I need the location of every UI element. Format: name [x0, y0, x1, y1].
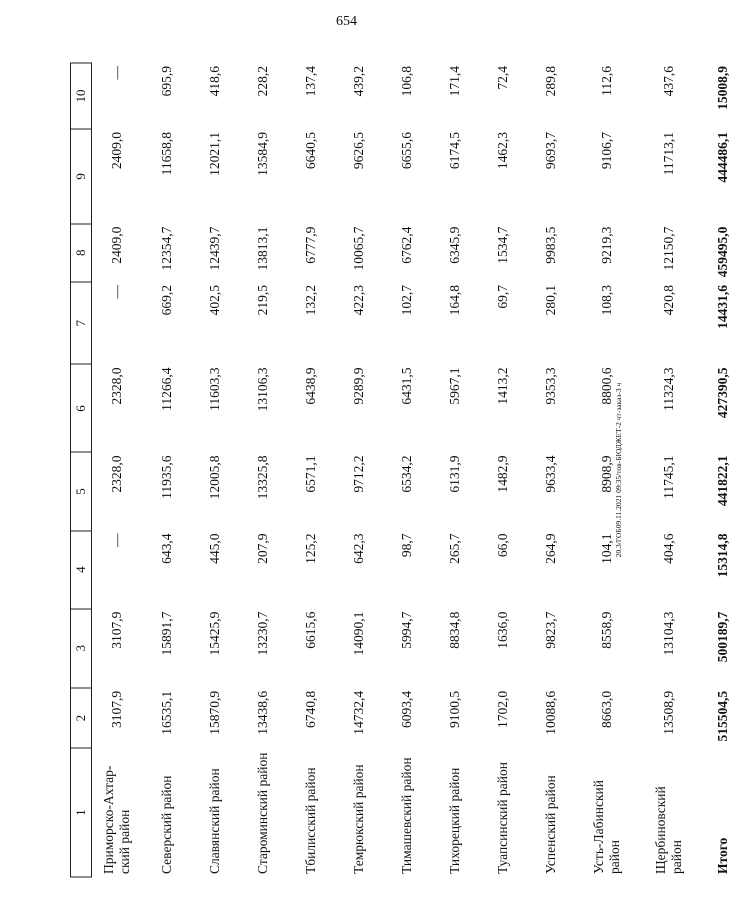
- value-cell: 12439,7: [206, 226, 222, 271]
- value-cell: 6762,4: [398, 226, 414, 264]
- value-cell: 11324,3: [660, 367, 676, 411]
- table-row: [92, 63, 143, 877]
- value-cell: 1462,3: [494, 132, 510, 170]
- value-cell: 441822,1: [714, 455, 730, 507]
- value-cell: 6640,5: [302, 132, 318, 170]
- value-cell: 3107,9: [109, 690, 125, 728]
- value-cell: 6571,1: [302, 455, 318, 493]
- table-row: [335, 63, 383, 877]
- value-cell: 219,5: [254, 284, 270, 316]
- value-cell: 72,4: [494, 66, 510, 90]
- value-cell: 5994,7: [398, 611, 414, 649]
- value-cell: 13325,8: [254, 455, 270, 500]
- district-name-cell: Тихорецкий район: [446, 767, 462, 874]
- district-name-cell: Тимашевский район: [398, 757, 414, 874]
- value-cell: 6438,9: [302, 367, 318, 405]
- value-cell: 1534,7: [494, 226, 510, 264]
- value-cell: 6655,6: [398, 132, 414, 170]
- column-header: 7: [71, 282, 92, 365]
- value-cell: 9633,4: [542, 455, 558, 493]
- column-header: 9: [71, 129, 92, 224]
- value-cell: 14090,1: [350, 611, 366, 656]
- value-cell: 102,7: [398, 284, 414, 316]
- value-cell: 15314,8: [714, 533, 730, 578]
- value-cell: 8908,9: [598, 455, 614, 493]
- value-cell: 12021,1: [206, 132, 222, 176]
- table-row: [479, 63, 527, 877]
- value-cell: 10088,6: [542, 690, 558, 735]
- value-cell: 515504,5: [714, 690, 730, 742]
- value-cell: 1482,9: [494, 455, 510, 493]
- district-name-cell: Славянский район: [206, 768, 222, 874]
- value-cell: 439,2: [350, 66, 366, 97]
- value-cell: 445,0: [206, 533, 222, 564]
- value-cell: 10065,7: [350, 226, 366, 271]
- value-cell: 15870,9: [206, 690, 222, 735]
- value-cell: 402,5: [206, 284, 222, 316]
- value-cell: 6131,9: [446, 455, 462, 493]
- header-row: [71, 63, 92, 877]
- value-cell: 12150,7: [660, 226, 676, 271]
- value-cell: 137,4: [302, 66, 318, 97]
- value-cell: 444486,1: [714, 132, 730, 183]
- value-cell: 404,6: [660, 533, 676, 564]
- value-cell: 9353,3: [542, 367, 558, 405]
- column-header: 2: [71, 688, 92, 749]
- value-cell: 2409,0: [109, 226, 125, 264]
- value-cell: 9219,3: [598, 226, 614, 264]
- value-cell: 207,9: [254, 533, 270, 564]
- value-cell: 8663,0: [598, 690, 614, 728]
- value-cell: 13104,3: [660, 611, 676, 656]
- value-cell: 15008,9: [714, 66, 730, 110]
- value-cell: 6615,6: [302, 611, 318, 649]
- district-name-cell: Успенский район: [542, 775, 558, 874]
- district-name-cell: Староминский район: [254, 752, 270, 874]
- value-cell: 9712,2: [350, 455, 366, 493]
- value-cell: 2328,0: [109, 367, 125, 405]
- value-cell: 12354,7: [158, 226, 174, 271]
- value-cell: 14431,6: [714, 284, 730, 329]
- table-row: [575, 63, 639, 877]
- value-cell: 13508,9: [660, 690, 676, 735]
- column-header: 5: [71, 452, 92, 530]
- column-header: 8: [71, 224, 92, 282]
- value-cell: 669,2: [158, 284, 174, 316]
- value-cell: 13438,6: [254, 690, 270, 735]
- page-number: 654: [336, 14, 357, 29]
- value-cell: 13813,1: [254, 226, 270, 271]
- table-row: [287, 63, 335, 877]
- value-cell: 9626,5: [350, 132, 366, 170]
- value-cell: 8800,6: [598, 367, 614, 405]
- value-cell: 8558,9: [598, 611, 614, 649]
- value-cell: 420,8: [660, 284, 676, 316]
- value-cell: 264,9: [542, 533, 558, 564]
- table-body: [92, 63, 747, 877]
- district-name-cell: Приморско-Ахтар-ский район: [101, 765, 133, 874]
- value-cell: —: [109, 533, 125, 548]
- value-cell: 171,4: [446, 66, 462, 97]
- district-name-cell: Усть-Лабинский район: [590, 780, 622, 874]
- value-cell: 643,4: [158, 533, 174, 564]
- value-cell: 642,3: [350, 533, 366, 564]
- column-header: 4: [71, 531, 92, 609]
- table-row: [527, 63, 575, 877]
- value-cell: —: [109, 66, 125, 80]
- value-cell: 9983,5: [542, 226, 558, 264]
- value-cell: 13106,3: [254, 367, 270, 412]
- value-cell: 695,9: [158, 66, 174, 97]
- print-stamp: 20.3/ГОБ09.11.2021 09:35/тов-БЮДЖЕТ-2 чт-заказ-3 ч: [614, 382, 623, 558]
- value-cell: 2409,0: [109, 132, 125, 170]
- value-cell: 8834,8: [446, 611, 462, 649]
- table-row: [431, 63, 479, 877]
- total-row: [699, 63, 747, 877]
- value-cell: 280,1: [542, 284, 558, 316]
- value-cell: 125,2: [302, 533, 318, 564]
- value-cell: 69,7: [494, 284, 510, 309]
- value-cell: 9693,7: [542, 132, 558, 170]
- district-name-cell: Тбилисский район: [302, 767, 318, 874]
- value-cell: 14732,4: [350, 690, 366, 735]
- value-cell: 422,3: [350, 284, 366, 316]
- value-cell: 11713,1: [660, 132, 676, 176]
- value-cell: 112,6: [598, 66, 614, 96]
- value-cell: 11658,8: [158, 132, 174, 176]
- value-cell: 11745,1: [660, 455, 676, 499]
- column-header: 6: [71, 364, 92, 452]
- table-row: [383, 63, 431, 877]
- value-cell: 11603,3: [206, 367, 222, 411]
- value-cell: 6431,5: [398, 367, 414, 405]
- value-cell: 15891,7: [158, 611, 174, 656]
- value-cell: 265,7: [446, 533, 462, 564]
- value-cell: 12005,8: [206, 455, 222, 500]
- column-header: 1: [71, 748, 92, 877]
- value-cell: 5967,1: [446, 367, 462, 405]
- column-header: 10: [71, 63, 92, 129]
- budget-table: [70, 63, 747, 878]
- value-cell: 1636,0: [494, 611, 510, 649]
- value-cell: 108,3: [598, 284, 614, 316]
- value-cell: 6740,8: [302, 690, 318, 728]
- column-header: 3: [71, 609, 92, 688]
- value-cell: 106,8: [398, 66, 414, 97]
- value-cell: 427390,5: [714, 367, 730, 419]
- value-cell: 13230,7: [254, 611, 270, 656]
- district-name-cell: Темрюкский район: [350, 764, 366, 874]
- value-cell: 15425,9: [206, 611, 222, 656]
- value-cell: 1413,2: [494, 367, 510, 405]
- value-cell: 132,2: [302, 284, 318, 316]
- value-cell: 11935,6: [158, 455, 174, 499]
- table-row: [639, 63, 699, 877]
- district-name-cell: Щербиновский район: [652, 786, 684, 874]
- value-cell: 9823,7: [542, 611, 558, 649]
- value-cell: 6093,4: [398, 690, 414, 728]
- value-cell: 6174,5: [446, 132, 462, 170]
- table-row: [191, 63, 239, 877]
- value-cell: 98,7: [398, 533, 414, 558]
- value-cell: 459495,0: [714, 226, 730, 278]
- district-name-cell: Северский район: [158, 775, 174, 874]
- value-cell: 164,8: [446, 284, 462, 316]
- value-cell: 6345,9: [446, 226, 462, 264]
- value-cell: 9289,9: [350, 367, 366, 405]
- value-cell: 9100,5: [446, 690, 462, 728]
- value-cell: 289,8: [542, 66, 558, 97]
- table-row: [143, 63, 191, 877]
- district-name-cell: Туапсинский район: [494, 762, 510, 874]
- value-cell: 3107,9: [109, 611, 125, 649]
- value-cell: 6534,2: [398, 455, 414, 493]
- value-cell: 9106,7: [598, 132, 614, 170]
- value-cell: —: [109, 284, 125, 299]
- value-cell: 437,6: [660, 66, 676, 97]
- value-cell: 13584,9: [254, 132, 270, 176]
- value-cell: 2328,0: [109, 455, 125, 493]
- value-cell: 104,1: [598, 533, 614, 564]
- table-row: [239, 63, 287, 877]
- value-cell: 16535,1: [158, 690, 174, 735]
- value-cell: 228,2: [254, 66, 270, 97]
- value-cell: 500189,7: [714, 611, 730, 663]
- value-cell: 11266,4: [158, 367, 174, 411]
- value-cell: 418,6: [206, 66, 222, 97]
- district-name-cell: Итого: [714, 837, 730, 874]
- value-cell: 66,0: [494, 533, 510, 558]
- value-cell: 1702,0: [494, 690, 510, 728]
- value-cell: 6777,9: [302, 226, 318, 264]
